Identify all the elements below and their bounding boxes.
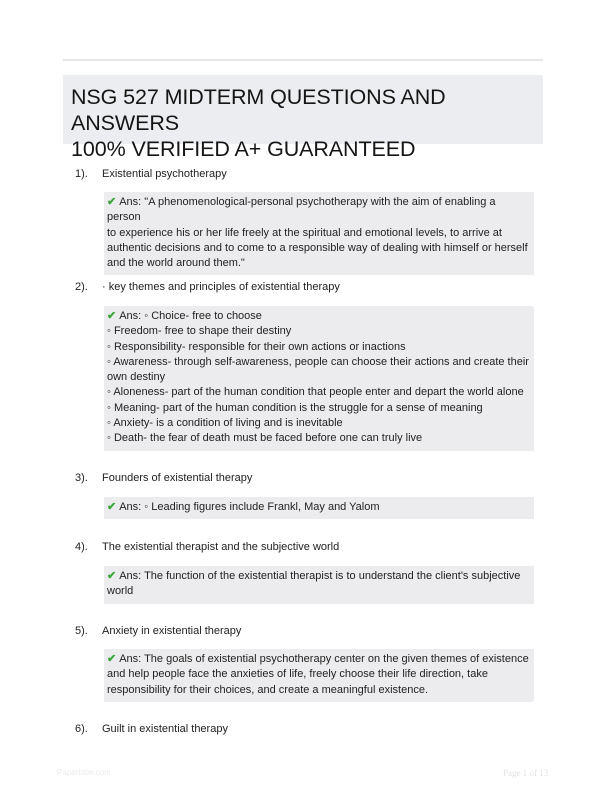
question-text: Founders of existential therapy bbox=[102, 472, 253, 484]
footer-watermark: Paperbttle.com bbox=[57, 768, 111, 777]
question-number: 1). bbox=[75, 168, 88, 180]
answer-box-5 bbox=[104, 649, 534, 702]
answer-box-2 bbox=[104, 306, 534, 451]
answer-box-4 bbox=[104, 566, 534, 604]
answer-line: ◦ Anxiety- is a condition of living and is inevitable bbox=[107, 417, 343, 430]
answer-line: responsibility for their choices, and create a meaningful existence. bbox=[107, 683, 429, 696]
answer-line: ◦ Freedom- free to shape their destiny bbox=[107, 325, 292, 338]
answer-line: ◦ Responsibility- responsible for their own actions or inactions bbox=[107, 340, 406, 353]
check-icon: ✔ bbox=[107, 570, 117, 582]
document-title bbox=[71, 84, 535, 162]
question-number: 2). bbox=[75, 281, 88, 293]
top-divider bbox=[63, 59, 543, 61]
question-number: 5). bbox=[75, 625, 88, 637]
answer-box-3 bbox=[104, 497, 534, 519]
answer-line: world bbox=[107, 585, 134, 598]
title-line-1: NSG 527 MIDTERM QUESTIONS AND ANSWERS bbox=[71, 85, 446, 135]
question-text: · key themes and principles of existential therapy bbox=[102, 281, 340, 293]
check-icon: ✔ bbox=[107, 653, 117, 665]
question-text: Existential psychotherapy bbox=[102, 168, 227, 180]
answer-line: Ans: ◦ Leading figures include Frankl, May and Yalom bbox=[119, 501, 380, 513]
question-text: The existential therapist and the subjective world bbox=[102, 541, 340, 553]
check-icon: ✔ bbox=[107, 310, 117, 322]
answer-line: and the world around them." bbox=[107, 257, 245, 270]
question-text: Anxiety in existential therapy bbox=[102, 625, 242, 637]
answer-line: Ans: The function of the existential therapist is to understand the client's subjective bbox=[119, 570, 521, 582]
title-banner bbox=[63, 75, 543, 161]
page-indicator: Page 1 of 13 bbox=[503, 768, 549, 778]
answer-line: and help people face the anxieties of life, freely choose their life direction, take bbox=[107, 668, 488, 681]
question-number: 3). bbox=[75, 472, 88, 484]
answer-box-1 bbox=[104, 192, 534, 275]
question-number: 6). bbox=[75, 723, 88, 735]
answer-line: Ans: "A phenomenological-personal psychotherapy with the aim of enabling a person bbox=[107, 196, 496, 224]
title-line-2: 100% VERIFIED A+ GUARANTEED bbox=[71, 137, 416, 161]
check-icon: ✔ bbox=[107, 196, 117, 208]
answer-line: Ans: The goals of existential psychotherapy center on the given themes of existence bbox=[119, 653, 529, 665]
question-number: 4). bbox=[75, 541, 88, 553]
answer-line: ◦ Death- the fear of death must be faced before one can truly live bbox=[107, 432, 423, 445]
question-text: Guilt in existential therapy bbox=[102, 723, 228, 735]
answer-line: authentic decisions and to come to a responsible way of dealing with himself or herself bbox=[107, 241, 528, 254]
answer-line: to experience his or her life freely at the spiritual and emotional levels, to arrive at bbox=[107, 226, 502, 239]
answer-line: own destiny bbox=[107, 371, 166, 384]
answer-line: ◦ Meaning- part of the human condition is the struggle for a sense of meaning bbox=[107, 401, 483, 414]
check-icon: ✔ bbox=[107, 501, 117, 513]
answer-line: ◦ Awareness- through self-awareness, people can choose their actions and create their bbox=[107, 355, 529, 368]
answer-line: ◦ Aloneness- part of the human condition that people enter and depart the world alone bbox=[107, 386, 524, 399]
answer-line: Ans: ◦ Choice- free to choose bbox=[119, 310, 262, 322]
